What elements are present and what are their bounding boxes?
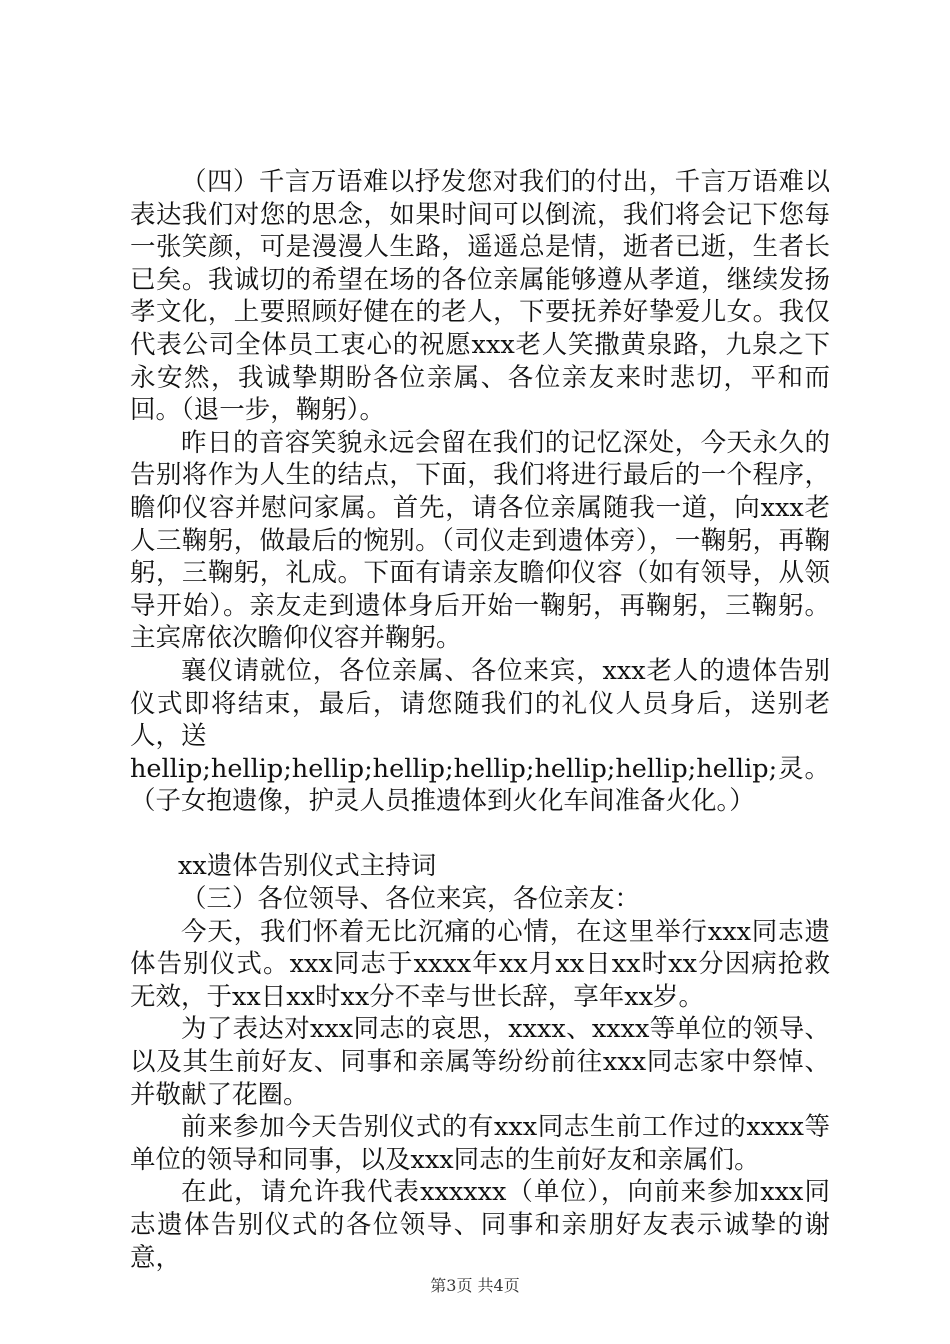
paragraph-bow-procedure: 昨日的音容笑貌永远会留在我们的记忆深处，今天永久的告别将作为人生的结点，下面，我们将进行最后的一个程序，瞻仰仪容并慰问家属。首先，请各位亲属随我一道，向xxx老人三鞠躬，做最后的惋别。（司仪走到遗体旁），一鞠躬，再鞠躬，三鞠躬，礼成。下面有请亲友瞻仰仪容（如有领导，从领导开始）。亲友走到遗体身后开始一鞠躬，再鞠躬，三鞠躬。主宾席依次瞻仰仪容并鞠躬。 [130,427,830,654]
page-number-footer: 第3页 共4页 [430,1276,520,1295]
paragraph-closing-ceremony: 襄仪请就位，各位亲属、各位来宾，xxx老人的遗体告别仪式即将结束，最后，请您随我们的礼仪人员身后，送别老人，送 [130,655,830,752]
paragraph-cremation-note: hellip;hellip;hellip;hellip;hellip;hellip;hellip;hellip;灵。（子女抱遗像，护灵人员推遗体到火化车间准备火化。） [130,753,830,817]
document-body [130,166,830,1274]
paragraph-announcement: 今天，我们怀着无比沉痛的心情，在这里举行xxx同志遗体告别仪式。xxx同志于xxxx年xx月xx日xx时xx分因病抢救无效，于xx日xx时xx分不幸与世长辞，享年xx岁。 [130,916,830,1012]
paragraph-condolences: 为了表达对xxx同志的哀思，xxxx、xxxx等单位的领导、以及其生前好友、同事和亲属等纷纷前往xxx同志家中祭悼、并敬献了花圈。 [130,1014,830,1110]
paragraph-salutation: （三）各位领导、各位来宾，各位亲友： [181,884,641,915]
paragraph-attendees: 前来参加今天告别仪式的有xxx同志生前工作过的xxxx等单位的领导和同事，以及xxx同志的生前好友和亲属们。 [130,1112,830,1175]
paragraph-thanks: 在此，请允许我代表xxxxxx（单位），向前来参加xxx同志遗体告别仪式的各位领导、同事和亲朋好友表示诚挚的谢意， [130,1177,830,1273]
paragraph-farewell-speech: （四）千言万语难以抒发您对我们的付出，千言万语难以表达我们对您的思念，如果时间可以倒流，我们将会记下您每一张笑颜，可是漫漫人生路，遥遥总是情，逝者已逝，生者长已矣。我诚切的希望在场的各位亲属能够遵从孝道，继续发扬孝文化，上要照顾好健在的老人，下要抚养好挚爱儿女。我仅代表公司全体员工衷心的祝愿xxx老人笑撒黄泉路，九泉之下永安然，我诚挚期盼各位亲属、各位亲友来时悲切，平和而回。（退一步，鞠躬）。 [130,167,830,426]
section-title: xx遗体告别仪式主持词 [178,851,437,882]
